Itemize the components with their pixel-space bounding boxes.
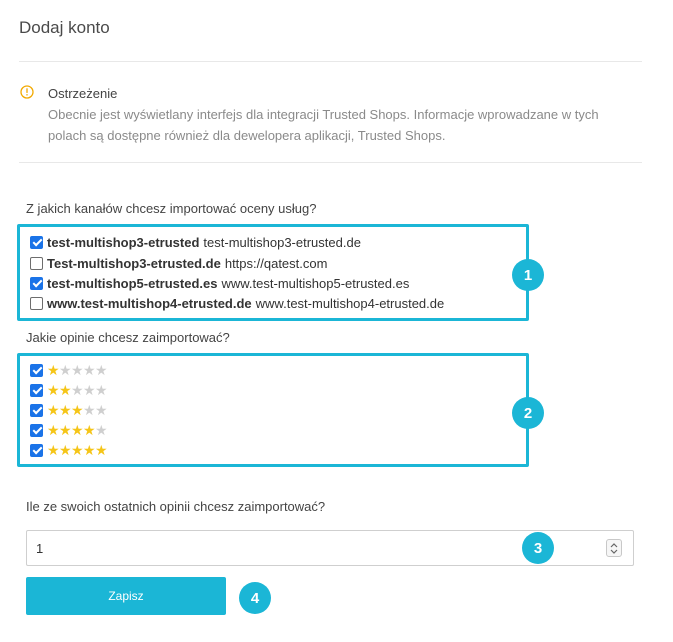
rating-option[interactable] [30, 361, 107, 379]
rating-checkbox[interactable] [30, 444, 43, 457]
star-icon: ★ [71, 362, 84, 378]
channel-name: Test-multishop3-etrusted.de [47, 255, 221, 271]
save-button[interactable]: Zapisz [26, 577, 226, 615]
channel-url: https://qatest.com [224, 255, 328, 271]
star-icon: ★ [83, 442, 96, 458]
rating-option[interactable] [30, 401, 107, 419]
star-icon: ★ [59, 422, 72, 438]
rating-checkbox[interactable] [30, 364, 43, 377]
star-icon: ★ [71, 422, 84, 438]
channel-name: www.test-multishop4-etrusted.de [47, 295, 252, 311]
step-badge-4: 4 [239, 582, 271, 614]
rating-option[interactable] [30, 421, 107, 439]
star-icon: ★ [59, 382, 72, 398]
star-icon: ★ [47, 442, 60, 458]
star-icon: ★ [95, 402, 108, 418]
star-icon: ★ [59, 402, 72, 418]
warning-text: Obecnie jest wyświetlany interfejs dla integracji Trusted Shops. Informacje wprowadzane w tych polach są dostępne również dla dewelopera aplikacji, Trusted Shops. [48, 107, 599, 143]
star-icon: ★ [83, 362, 96, 378]
warning-icon [20, 85, 34, 99]
channel-option[interactable] [30, 233, 361, 251]
rating-option[interactable] [30, 441, 107, 459]
star-icon: ★ [83, 382, 96, 398]
channel-checkbox[interactable] [30, 236, 43, 249]
channel-checkbox[interactable] [30, 257, 43, 270]
channel-option[interactable] [30, 294, 444, 312]
star-icon: ★ [47, 422, 60, 438]
star-icon: ★ [95, 382, 108, 398]
step-badge-1: 1 [512, 259, 544, 291]
channel-checkbox[interactable] [30, 297, 43, 310]
rating-checkbox[interactable] [30, 384, 43, 397]
chevron-down-icon[interactable] [610, 549, 618, 555]
star-rating [47, 403, 107, 417]
star-icon: ★ [59, 362, 72, 378]
count-question: Ile ze swoich ostatnich opinii chcesz zaimportować? [26, 499, 326, 514]
star-icon: ★ [83, 402, 96, 418]
rating-checkbox[interactable] [30, 404, 43, 417]
count-spinner[interactable] [606, 539, 622, 557]
star-rating [47, 443, 107, 457]
divider [19, 61, 642, 62]
channel-name: test-multishop5-etrusted.es [47, 275, 218, 291]
star-icon: ★ [95, 442, 108, 458]
star-icon: ★ [71, 402, 84, 418]
star-icon: ★ [95, 362, 108, 378]
star-rating [47, 383, 107, 397]
chevron-up-icon[interactable] [610, 542, 618, 548]
divider [19, 162, 642, 163]
star-icon: ★ [47, 402, 60, 418]
star-icon: ★ [71, 442, 84, 458]
star-rating [47, 423, 107, 437]
channel-url: test-multishop3-etrusted.de [203, 234, 361, 250]
star-icon: ★ [95, 422, 108, 438]
star-rating [47, 363, 107, 377]
channel-url: www.test-multishop4-etrusted.de [255, 295, 445, 311]
star-icon: ★ [71, 382, 84, 398]
warning-title: Ostrzeżenie [48, 86, 118, 101]
channel-checkbox[interactable] [30, 277, 43, 290]
page-title: Dodaj konto [19, 18, 110, 37]
step-badge-3: 3 [522, 532, 554, 564]
rating-checkbox[interactable] [30, 424, 43, 437]
star-icon: ★ [83, 422, 96, 438]
step-badge-2: 2 [512, 397, 544, 429]
ratings-question: Jakie opinie chcesz zaimportować? [26, 330, 230, 345]
channel-url: www.test-multishop5-etrusted.es [221, 275, 410, 291]
star-icon: ★ [47, 382, 60, 398]
rating-option[interactable] [30, 381, 107, 399]
star-icon: ★ [47, 362, 60, 378]
star-icon: ★ [59, 442, 72, 458]
channel-option[interactable] [30, 254, 327, 272]
channel-option[interactable] [30, 274, 409, 292]
channel-name: test-multishop3-etrusted [47, 234, 200, 250]
channels-question: Z jakich kanałów chcesz importować oceny usług? [26, 201, 317, 216]
